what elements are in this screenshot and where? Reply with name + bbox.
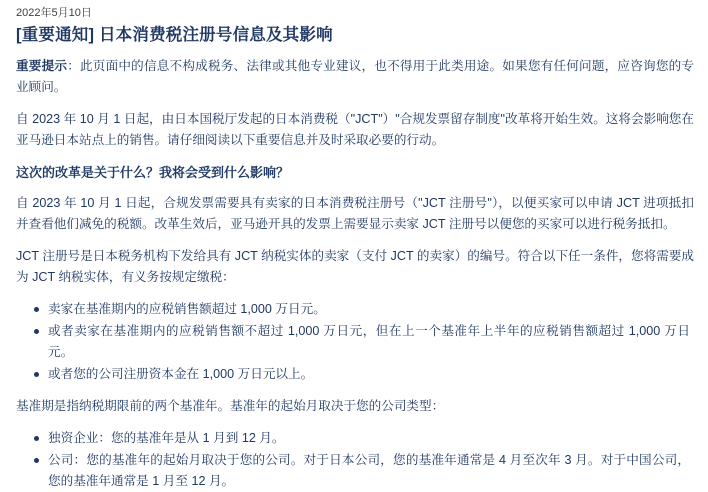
company-type-list — [14, 428, 694, 492]
paragraph-reform-detail: 自 2023 年 10 月 1 日起，合规发票需要具有卖家的日本消费税注册号（"JCT 注册号"），以便买家可以申请 JCT 进项抵扣并查看他们减免的税额。改革生效后，亚马逊开具的发票上需要显示卖家 JCT 注册号以便您的买家可以进行税务抵扣。 — [16, 196, 694, 231]
important-notice — [16, 56, 694, 98]
notice-label: 重要提示 — [16, 59, 68, 73]
notice-text: ：此页面中的信息不构成税务、法律或其他专业建议，也不得用于此类用途。如果您有任何问题，应咨询您的专业顾问。 — [16, 59, 695, 94]
section-heading-reform: 这次的改革是关于什么？我将会受到什么影响？ — [16, 165, 290, 180]
paragraph-effective-date: 自 2023 年 10 月 1 日起，由日本国税厅发起的日本消费税（"JCT"）"合规发票留存制度"改革将开始生效。这将会影响您在亚马逊日本站点上的销售。请仔细阅读以下重要信息并及时采取必要的行动。 — [16, 112, 694, 147]
publish-date: 2022年5月10日 — [16, 7, 92, 19]
paragraph-jct-definition: JCT 注册号是日本税务机构下发给具有 JCT 纳税实体的卖家（支付 JCT 的卖家）的编号。符合以下任一条件，您将需要成为 JCT 纳税实体，有义务按规定缴税： — [16, 249, 694, 284]
list-item: 公司：您的基准年的起始月取决于您的公司。对于日本公司，您的基准年通常是 4 月至次年 3 月。对于中国公司，您的基准年通常是 1 月至 12 月。 — [48, 450, 694, 492]
list-item: 卖家在基准期内的应税销售额超过 1,000 万日元。 — [48, 299, 694, 320]
list-item: 或者您的公司注册资本金在 1,000 万日元以上。 — [48, 364, 694, 385]
paragraph-base-period: 基准期是指纳税期限前的两个基准年。基准年的起始月取决于您的公司类型： — [16, 399, 445, 413]
page-title: [重要通知] 日本消费税注册号信息及其影响 — [16, 26, 333, 44]
conditions-list — [14, 299, 694, 385]
list-item: 独资企业：您的基准年是从 1 月到 12 月。 — [48, 428, 694, 449]
list-item: 或者卖家在基准期内的应税销售额不超过 1,000 万日元，但在上一个基准年上半年的应税销售额超过 1,000 万日元。 — [48, 321, 694, 363]
